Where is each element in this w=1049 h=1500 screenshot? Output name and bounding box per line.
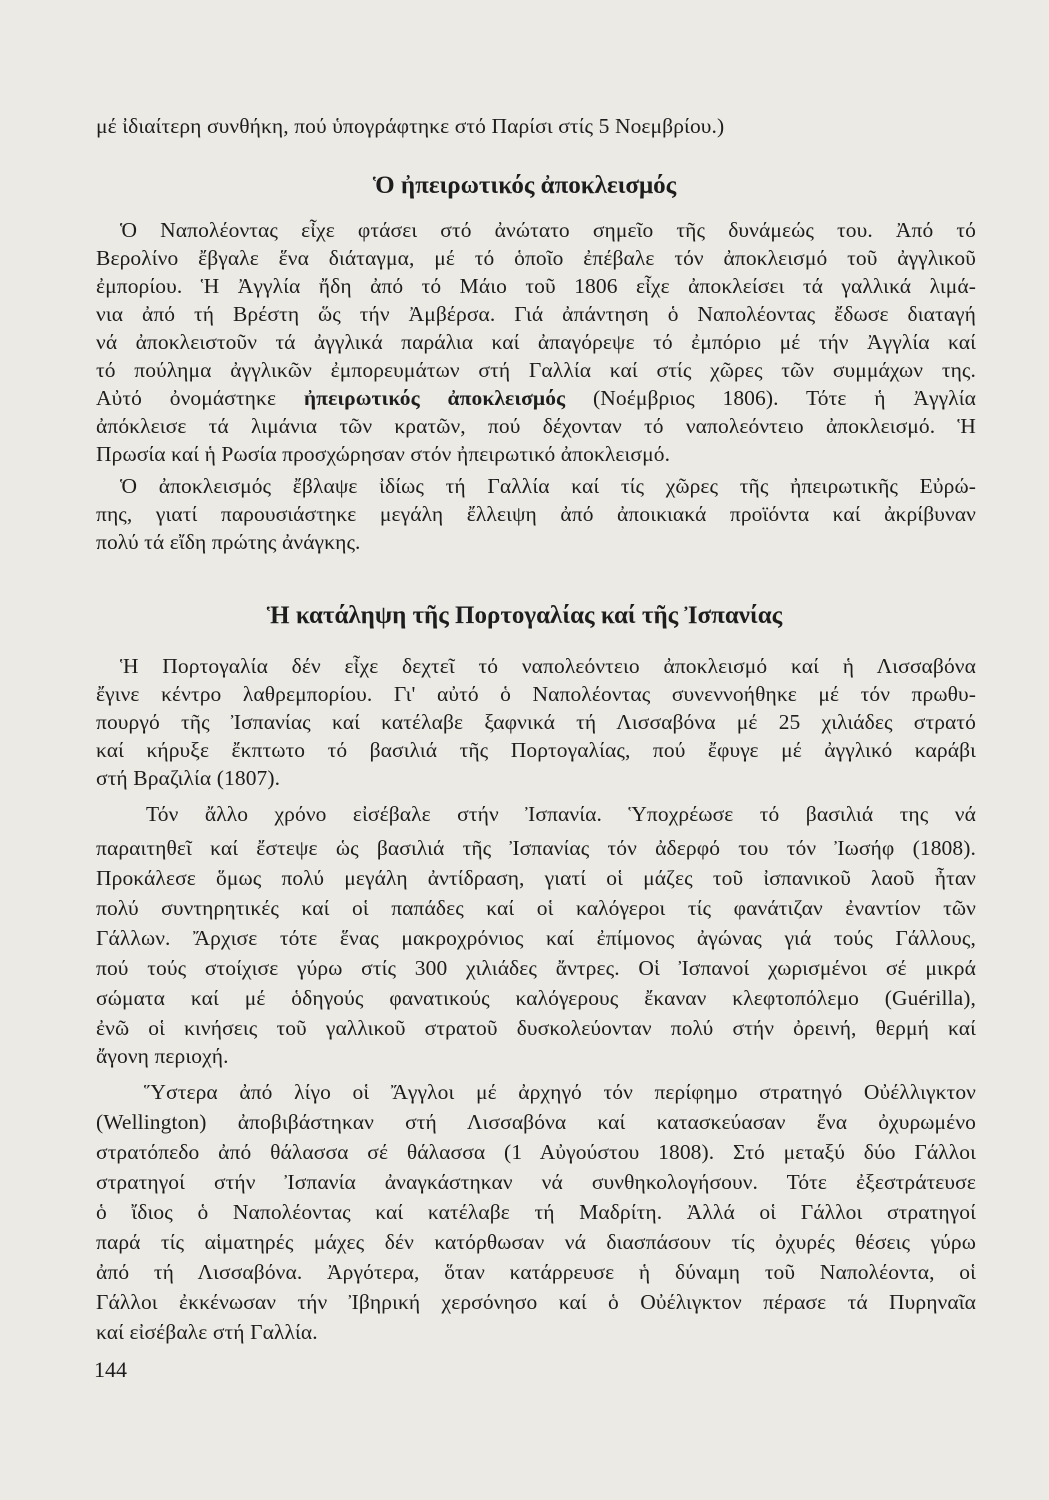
paragraph-line: νια ἀπό τή Βρέστη ὥς τήν Ἀμβέρσα. Γιά ἀπάντηση ὁ Ναπολέοντας ἔδωσε διαταγή (96, 302, 976, 326)
paragraph-line: Προκάλεσε ὅμως πολύ μεγάλη ἀντίδραση, γιατί οἱ μάζες τοῦ ἰσπανικοῦ λαοῦ ἦταν (96, 866, 976, 890)
bold-term: ἠπειρωτικός ἀποκλεισμός (303, 386, 566, 410)
paragraph-line: ἔγινε κέντρο λαθρεμπορίου. Γι' αὐτό ὁ Ναπολέοντας συνεννοήθηκε μέ τόν πρωθυ- (96, 682, 976, 706)
paragraph-line: ἐνῶ οἱ κινήσεις τοῦ γαλλικοῦ στρατοῦ δυσκολεύονταν πολύ στήν ὀρεινή, θερμή καί (96, 1016, 976, 1040)
paragraph-line: ὁ ἴδιος ὁ Ναπολέοντας καί κατέλαβε τή Μαδρίτη. Ἀλλά οἱ Γάλλοι στρατηγοί (96, 1200, 976, 1224)
paragraph-line: παραιτηθεῖ καί ἔστεψε ὡς βασιλιά τῆς Ἰσπανίας τόν ἀδερφό του τόν Ἰωσήφ (1808). (96, 836, 976, 860)
page-number: 144 (94, 1357, 127, 1382)
paragraph-line: παρά τίς αἱματηρές μάχες δέν κατόρθωσαν νά διασπάσουν τίς ὀχυρές θέσεις γύρω (96, 1230, 976, 1254)
paragraph-line: καί εἰσέβαλε στή Γαλλία. (96, 1320, 318, 1344)
paragraph-line: Ἡ Πορτογαλία δέν εἶχε δεχτεῖ τό ναπολεόντειο ἀποκλεισμό καί ἡ Λισσαβόνα (120, 654, 976, 678)
paragraph-line: τό πούλημα ἀγγλικῶν ἐμπορευμάτων στή Γαλλία καί στίς χῶρες τῶν συμμάχων της. (96, 358, 976, 382)
section-heading-continental-blockade: Ὁ ἠπειρωτικός ἀποκλεισμός (372, 172, 677, 199)
paragraph-line: καί κήρυξε ἔκπτωτο τό βασιλιά τῆς Πορτογαλίας, πού ἔφυγε μέ ἀγγλικό καράβι (96, 738, 976, 762)
paragraph-line: στή Βραζιλία (1807). (96, 766, 281, 790)
paragraph-line: ἀπόκλεισε τά λιμάνια τῶν κρατῶν, πού δέχονταν τό ναπολεόντειο ἀποκλεισμό. Ἡ (96, 414, 976, 438)
paragraph-line: (Wellington) ἀποβιβάστηκαν στή Λισσαβόνα καί κατασκεύασαν ἕνα ὀχυρωμένο (96, 1110, 976, 1134)
paragraph-line: πολύ συντηρητικές καί οἱ παπάδες καί οἱ καλόγεροι τίς φανάτιζαν ἐναντίον τῶν (96, 896, 976, 920)
paragraph-line: Ὁ Ναπολέοντας εἶχε φτάσει στό ἀνώτατο σημεῖο τῆς δυνάμεώς του. Ἀπό τό (120, 218, 976, 242)
paragraph-line: σώματα καί μέ ὁδηγούς φανατικούς καλόγερους ἔκαναν κλεφτοπόλεμο (Guérilla), (96, 986, 976, 1010)
paragraph-line: ἄγονη περιοχή. (96, 1044, 229, 1068)
paragraph-line: νά ἀποκλειστοῦν τά ἀγγλικά παράλια καί ἀπαγόρεψε τό ἐμπόριο μέ τήν Ἀγγλία καί (96, 330, 976, 354)
paragraph-line: Τόν ἄλλο χρόνο εἰσέβαλε στήν Ἰσπανία. Ὑποχρέωσε τό βασιλιά της νά (146, 802, 976, 826)
paragraph-line: Γάλλοι ἐκκένωσαν τήν Ἰβηρική χερσόνησο καί ὁ Οὐέλιγκτον πέρασε τά Πυρηναῖα (96, 1290, 976, 1314)
paragraph-line: στρατηγοί στήν Ἰσπανία ἀναγκάστηκαν νά συνθηκολογήσουν. Τότε ἐξεστράτευσε (96, 1170, 976, 1194)
paragraph-line: πού τούς στοίχισε γύρω στίς 300 χιλιάδες ἄντρες. Οἱ Ἰσπανοί χωρισμένοι σέ μικρά (96, 956, 976, 980)
paragraph-line: ἀπό τή Λισσαβόνα. Ἀργότερα, ὅταν κατάρρευσε ἡ δύναμη τοῦ Ναπολέοντα, οἱ (96, 1260, 976, 1284)
paragraph-line: πουργό τῆς Ἰσπανίας καί κατέλαβε ξαφνικά τή Λισσαβόνα μέ 25 χιλιάδες στρατό (96, 710, 976, 734)
paragraph-line: Γάλλων. Ἄρχισε τότε ἕνας μακροχρόνιος καί ἐπίμονος ἀγώνας γιά τούς Γάλλους, (96, 926, 976, 950)
paragraph-line: Ὕστερα ἀπό λίγο οἱ Ἄγγλοι μέ ἀρχηγό τόν περίφημο στρατηγό Οὐέλλιγκτον (144, 1080, 976, 1104)
paragraph-line: στρατόπεδο ἀπό θάλασσα σέ θάλασσα (1 Αὐγούστου 1808). Στό μεταξύ δύο Γάλλοι (96, 1140, 976, 1164)
paragraph-line-with-bold-term (96, 384, 976, 412)
paragraph-line: Βερολίνο ἔβγαλε ἕνα διάταγμα, μέ τό ὁποῖο ἐπέβαλε τόν ἀποκλεισμό τοῦ ἀγγλικοῦ (96, 246, 976, 270)
section-heading-portugal-spain: Ἡ κατάληψη τῆς Πορτογαλίας καί τῆς Ἰσπανίας (266, 602, 783, 629)
text-segment: Αὐτό ὀνομάστηκε (96, 386, 277, 410)
paragraph-line: Πρωσία καί ἡ Ρωσία προσχώρησαν στόν ἠπειρωτικό ἀποκλεισμό. (96, 442, 671, 466)
paragraph-line: Ὁ ἀποκλεισμός ἔβλαψε ἰδίως τή Γαλλία καί τίς χῶρες τῆς ἠπειρωτικῆς Εὐρώ- (120, 474, 976, 498)
paragraph-line: πολύ τά εἴδη πρώτης ἀνάγκης. (96, 530, 361, 554)
paragraph-line: πης, γιατί παρουσιάστηκε μεγάλη ἔλλειψη ἀπό ἀποικιακά προϊόντα καί ἀκρίβυναν (96, 502, 976, 526)
paragraph-line: ἐμπορίου. Ἡ Ἀγγλία ἤδη ἀπό τό Μάιο τοῦ 1806 εἶχε ἀποκλείσει τά γαλλικά λιμά- (96, 274, 976, 298)
intro-line: μέ ἰδιαίτερη συνθήκη, πού ὑπογράφτηκε στό Παρίσι στίς 5 Νοεμβρίου.) (96, 114, 725, 138)
text-segment: (Νοέμβριος 1806). Τότε ἡ Ἀγγλία (593, 386, 976, 410)
